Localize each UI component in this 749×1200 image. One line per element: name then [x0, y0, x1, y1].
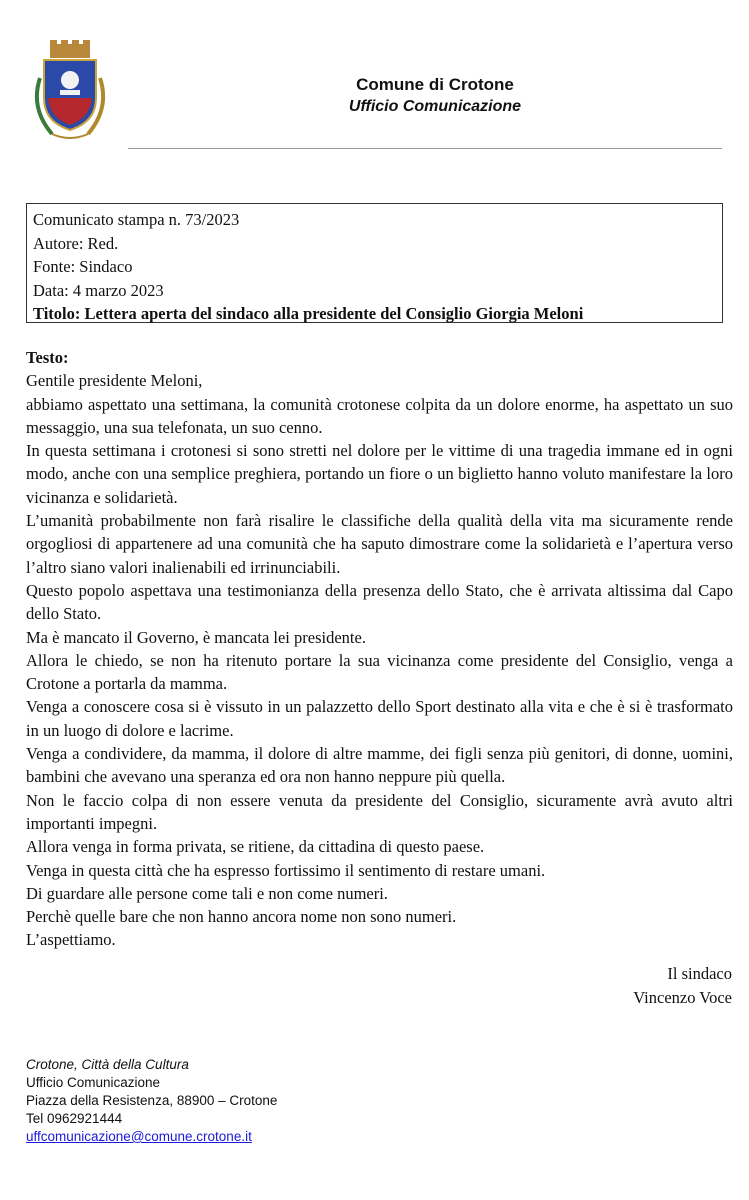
- signature-name: Vincenzo Voce: [633, 988, 732, 1007]
- paragraph: Venga a condividere, da mamma, il dolore di altre mamme, dei figli senza più genitori, di donne, uomini, bambini che avevano una speranza ed ora non hanno neppure più quella.: [26, 744, 733, 787]
- paragraph: Ma è mancato il Governo, è mancata lei presidente.: [26, 627, 366, 647]
- release-date: Data: 4 marzo 2023: [33, 280, 164, 300]
- paragraph: L’aspettiamo.: [26, 930, 116, 950]
- header-divider: [128, 148, 722, 149]
- paragraph: Di guardare alle persone come tali e non come numeri.: [26, 883, 388, 903]
- paragraph: Allora le chiedo, se non ha ritenuto portare la sua vicinanza come presidente del Consiglio, venga a Crotone a portarla da mamma.: [26, 650, 733, 694]
- footer-office: Ufficio Comunicazione: [26, 1075, 161, 1090]
- paragraph: L’umanità probabilmente non farà risalire le classifiche della qualità della vita ma sicuramente rende orgogliosi di appartenere ad una comunità che ha saputo dimostrare come la solidarietà e l’apertura verso l’altro siano valori inalienabili ed irrinunciabili.: [26, 511, 733, 577]
- signature-role: Il sindaco: [667, 964, 732, 983]
- letter-body: [26, 346, 733, 952]
- coat-of-arms-icon: [30, 38, 110, 142]
- paragraph: Perchè quelle bare che non hanno ancora nome non sono numeri.: [26, 907, 457, 927]
- paragraph: abbiamo aspettato una settimana, la comunità crotonese colpita da un dolore enorme, ha aspettato un suo messaggio, una sua telefonata, un suo cenno.: [26, 394, 733, 437]
- release-author: Autore: Red.: [33, 233, 119, 253]
- office-subtitle: Ufficio Comunicazione: [348, 98, 522, 115]
- paragraph: Venga in questa città che ha espresso fortissimo il sentimento di restare umani.: [26, 860, 546, 880]
- release-title: Titolo: Lettera aperta del sindaco alla presidente del Consiglio Giorgia Meloni: [33, 304, 584, 323]
- signature-block: [633, 962, 732, 1010]
- paragraph: Allora venga in forma privata, se ritiene, da cittadina di questo paese.: [26, 837, 485, 857]
- release-source: Fonte: Sindaco: [33, 257, 133, 276]
- footer-contacts: [26, 1056, 277, 1146]
- paragraph: Gentile presidente Meloni,: [26, 371, 203, 391]
- footer-address: Piazza della Resistenza, 88900 – Crotone: [26, 1093, 278, 1108]
- text-label: Testo:: [26, 348, 69, 367]
- paragraph: In questa settimana i crotonesi si sono stretti nel dolore per le vittime di una tragedia immane ed in ogni modo, anche con una semplice preghiera, portando un fiore o un biglietto hanno voluto manifestare la loro vicinanza e solidarietà.: [26, 441, 733, 507]
- press-release-meta: [26, 203, 723, 323]
- paragraph: Non le faccio colpa di non essere venuta da presidente del Consiglio, sicuramente avrà avuto altri importanti impegni.: [26, 790, 733, 833]
- office-title: Comune di Crotone: [356, 75, 514, 94]
- paragraph: Questo popolo aspettava una testimonianza della presenza dello Stato, che è arrivata altissima dal Capo dello Stato.: [26, 580, 733, 624]
- footer-city: Crotone, Città della Cultura: [26, 1057, 189, 1072]
- footer-phone: Tel 0962921444: [26, 1111, 123, 1126]
- footer-email-link[interactable]: uffcomunicazione@comune.crotone.it: [26, 1129, 252, 1144]
- release-number: Comunicato stampa n. 73/2023: [33, 210, 240, 229]
- paragraph: Venga a conoscere cosa si è vissuto in un palazzetto dello Sport destinato alla vita e che è si è trasformato in un luogo di dolore e lacrime.: [26, 697, 733, 740]
